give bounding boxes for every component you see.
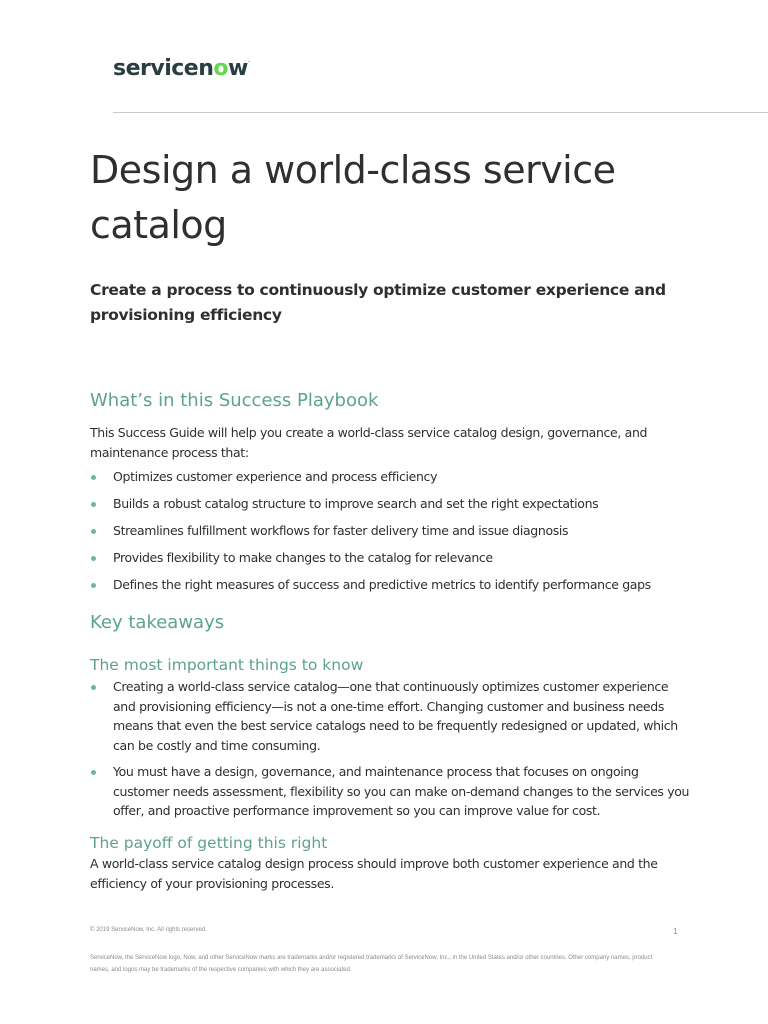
list-item: Creating a world-class service catalog—one that continuously optimizes customer experience and provisioning efficiency—is not a one-time effort. Changing customer and business needs means that even the best service catalogs need to be frequently redesigned or updated, which can be costly and time consuming.: [90, 677, 690, 755]
list-item: Builds a robust catalog structure to improve search and set the right expectations: [90, 494, 690, 514]
logo-text-end: w: [228, 56, 248, 81]
subheading-important-things: The most important things to know: [90, 656, 364, 674]
list-item: Optimizes customer experience and process efficiency: [90, 467, 690, 487]
section-heading-whats-in: What’s in this Success Playbook: [90, 390, 379, 411]
logo-o: o: [213, 56, 228, 81]
section-intro-text: This Success Guide will help you create a world-class service catalog design, governance, and maintenance process that:: [90, 425, 648, 460]
subheading-payoff: The payoff of getting this right: [90, 834, 328, 852]
document-subtitle: Create a process to continuously optimize customer experience and provisioning efficiency: [90, 281, 666, 324]
logo-trademark: .: [247, 56, 250, 64]
payoff-text: A world-class service catalog design process should improve both customer experience and the efficiency of your provisioning processes.: [90, 856, 658, 891]
footer-legal-text: ServiceNow, the ServiceNow logo, Now, and other ServiceNow marks are trademarks and/or registered trademarks of ServiceNow, Inc., in the United States and/or other countries. Other company names, product names, and logos may be trademarks of the respective companies with which they are associated.: [90, 955, 653, 973]
header-divider: [113, 112, 768, 113]
document-title: Design a world-class service catalog: [90, 148, 616, 247]
logo-text-start: servicen: [113, 56, 214, 81]
footer-copyright: © 2019 ServiceNow, Inc. All rights reserved.: [90, 927, 207, 933]
list-item: Streamlines fulfillment workflows for faster delivery time and issue diagnosis: [90, 521, 690, 541]
list-item: Defines the right measures of success and predictive metrics to identify performance gaps: [90, 575, 690, 595]
list-item: Provides flexibility to make changes to the catalog for relevance: [90, 548, 690, 568]
list-item: You must have a design, governance, and maintenance process that focuses on ongoing customer needs assessment, flexibility so you can make on-demand changes to the services you offer, and proactive performance improvement so you can improve value for cost.: [90, 762, 690, 821]
takeaways-bullet-list: [90, 677, 690, 828]
servicenow-logo: [113, 56, 250, 81]
section-heading-key-takeaways: Key takeaways: [90, 612, 225, 633]
playbook-bullet-list: [90, 467, 690, 602]
page-number: 1: [673, 927, 678, 936]
